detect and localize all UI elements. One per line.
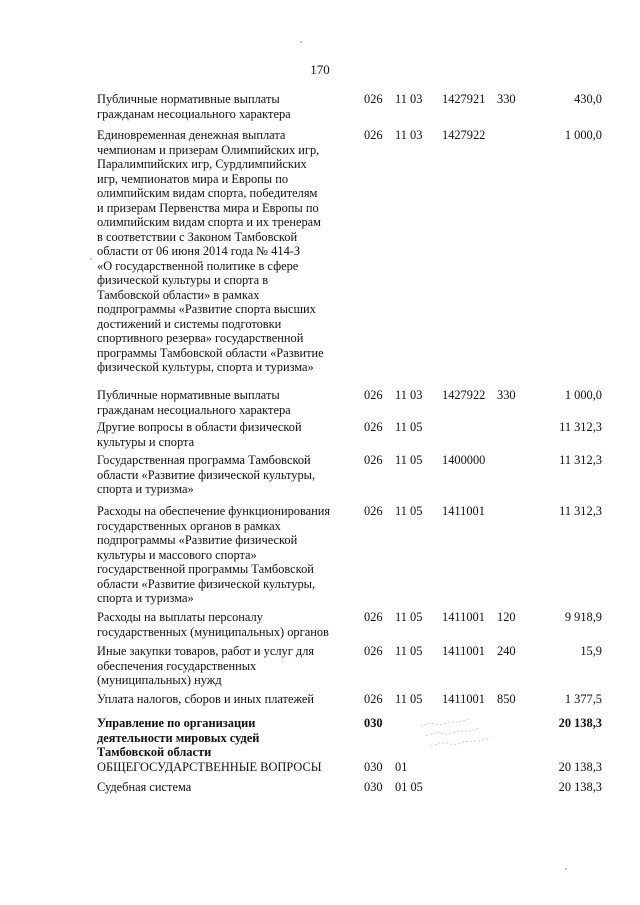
row-name-line: обеспечения государственных	[97, 658, 257, 673]
row-name-line: культуры и спорта	[97, 434, 195, 449]
faded-stamp	[418, 712, 502, 760]
amount: 1 377,5	[564, 692, 602, 706]
table-row	[0, 388, 640, 417]
row-name-line: физической культуры, спорта и туризма»	[97, 360, 314, 374]
row-name	[97, 644, 355, 688]
admin-code: 026	[364, 610, 383, 624]
row-name-line: олимпийским видам спорта и их тренерам	[97, 215, 321, 229]
row-name-line: чемпионам и призерам Олимпийских игр,	[97, 142, 320, 157]
amount: 1 000,0	[564, 388, 602, 402]
target-article-code: 1411001	[442, 692, 485, 706]
row-name	[97, 780, 355, 795]
expense-type-code: 330	[497, 92, 516, 106]
admin-code: 026	[364, 644, 383, 658]
section-code: 11 05	[395, 504, 423, 518]
expense-type-code: 240	[497, 644, 516, 658]
row-name-line: подпрограммы «Развитие спорта высших	[97, 302, 316, 316]
row-name-line: Государственная программа Тамбовской	[97, 453, 311, 467]
target-article-code: 1427921	[442, 92, 486, 106]
amount: 15,9	[580, 644, 602, 658]
row-name	[97, 760, 355, 775]
row-name-line: подпрограммы «Развитие физической	[97, 533, 298, 547]
row-name-line: Другие вопросы в области физической	[97, 420, 302, 434]
table-row	[0, 420, 640, 449]
amount: 20 138,3	[558, 716, 602, 730]
row-name-line: Управление по организации	[97, 716, 256, 730]
row-name	[97, 92, 355, 121]
row-name-line: области «Развитие физической культуры,	[97, 576, 316, 591]
admin-code: 026	[364, 504, 383, 518]
row-name-line: достижений и системы подготовки	[97, 316, 282, 331]
row-name-line: программы Тамбовской области «Развитие	[97, 345, 324, 360]
admin-code: 030	[364, 716, 383, 730]
section-code: 11 03	[395, 128, 423, 142]
row-name-line: государственных (муниципальных) органов	[97, 624, 329, 639]
section-code: 11 05	[395, 692, 423, 706]
section-code: 11 05	[395, 610, 423, 624]
row-name	[97, 692, 355, 707]
row-name-line: спорта и туризма»	[97, 591, 194, 605]
row-name-line: Расходы на обеспечение функционирования	[97, 504, 331, 518]
row-name-line: области «Развитие физической культуры,	[97, 467, 316, 482]
table-row	[0, 128, 640, 375]
row-name-line: Паралимпийских игр, Сурдлимпийских	[97, 157, 307, 171]
section-code: 11 05	[395, 453, 423, 467]
target-article-code: 1400000	[442, 453, 486, 467]
row-name	[97, 716, 355, 760]
row-name-line: области от 06 июня 2014 года № 414-З	[97, 244, 301, 258]
page-number: 170	[310, 62, 330, 77]
table-row	[0, 760, 640, 775]
amount: 20 138,3	[558, 760, 602, 774]
amount: 1 000,0	[564, 128, 602, 142]
row-name-line: гражданам несоциального характера	[97, 402, 291, 417]
target-article-code: 1411001	[442, 644, 485, 658]
target-article-code: 1411001	[442, 610, 485, 624]
table-row	[0, 504, 640, 606]
amount: 430,0	[574, 92, 602, 106]
target-article-code: 1427922	[442, 128, 486, 142]
target-article-code: 1411001	[442, 504, 485, 518]
row-name-line: в соответствии с Законом Тамбовской	[97, 229, 298, 244]
row-name-line: спорта и туризма»	[97, 482, 194, 496]
target-article-code: 1427922	[442, 388, 486, 402]
row-name-line: игр, чемпионатов мира и Европы по	[97, 171, 289, 186]
scan-speck	[300, 41, 302, 43]
table-row	[0, 644, 640, 688]
row-name-line: деятельности мировых судей	[97, 730, 260, 745]
admin-code: 026	[364, 453, 383, 467]
amount: 11 312,3	[559, 453, 602, 467]
row-name-line: государственной программы Тамбовской	[97, 562, 314, 576]
row-name-line: Иные закупки товаров, работ и услуг для	[97, 644, 315, 658]
expense-type-code: 850	[497, 692, 516, 706]
section-code: 11 05	[395, 420, 423, 434]
admin-code: 026	[364, 388, 383, 402]
row-name-line: физической культуры и спорта в	[97, 273, 269, 287]
amount: 11 312,3	[559, 504, 602, 518]
table-row	[0, 716, 640, 760]
admin-code: 026	[364, 692, 383, 706]
admin-code: 026	[364, 128, 383, 142]
row-name-line: Расходы на выплаты персоналу	[97, 610, 263, 624]
row-name-line: Тамбовской области» в рамках	[97, 287, 260, 302]
row-name	[97, 420, 355, 449]
expense-type-code: 120	[497, 610, 516, 624]
section-code: 01 05	[395, 780, 423, 794]
row-name-line: государственных органов в рамках	[97, 518, 281, 533]
row-name-line: Уплата налогов, сборов и иных платежей	[97, 692, 315, 706]
row-name-line: олимпийским видам спорта, победителям	[97, 186, 318, 200]
row-name	[97, 504, 355, 606]
row-name-line: ОБЩЕГОСУДАРСТВЕННЫЕ ВОПРОСЫ	[97, 760, 322, 774]
row-name	[97, 453, 355, 497]
scan-speck	[565, 868, 567, 870]
row-name	[97, 388, 355, 417]
section-code: 11 03	[395, 92, 423, 106]
row-name-line: Тамбовской области	[97, 745, 212, 759]
admin-code: 030	[364, 780, 383, 794]
row-name-line: Публичные нормативные выплаты	[97, 92, 280, 106]
expense-type-code: 330	[497, 388, 516, 402]
amount: 9 918,9	[564, 610, 602, 624]
row-name-line: Публичные нормативные выплаты	[97, 388, 280, 402]
amount: 20 138,3	[558, 780, 602, 794]
table-row	[0, 453, 640, 497]
admin-code: 026	[364, 420, 383, 434]
row-name	[97, 610, 355, 639]
admin-code: 030	[364, 760, 383, 774]
section-code: 01	[395, 760, 408, 774]
row-name-line: спортивного резерва» государственной	[97, 331, 304, 345]
table-row	[0, 92, 640, 121]
scan-speck	[90, 258, 92, 260]
row-name-line: культуры и массового спорта»	[97, 547, 257, 562]
row-name	[97, 128, 355, 375]
table-row	[0, 780, 640, 795]
table-row	[0, 610, 640, 639]
admin-code: 026	[364, 92, 383, 106]
row-name-line: и призерам Первенства мира и Европы по	[97, 200, 319, 215]
section-code: 11 05	[395, 644, 423, 658]
row-name-line: (муниципальных) нужд	[97, 673, 222, 687]
row-name-line: Единовременная денежная выплата	[97, 128, 286, 142]
section-code: 11 03	[395, 388, 423, 402]
row-name-line: гражданам несоциального характера	[97, 106, 291, 121]
row-name-line: Судебная система	[97, 780, 192, 794]
row-name-line: «О государственной политике в сфере	[97, 258, 299, 273]
amount: 11 312,3	[559, 420, 602, 434]
table-row	[0, 692, 640, 707]
